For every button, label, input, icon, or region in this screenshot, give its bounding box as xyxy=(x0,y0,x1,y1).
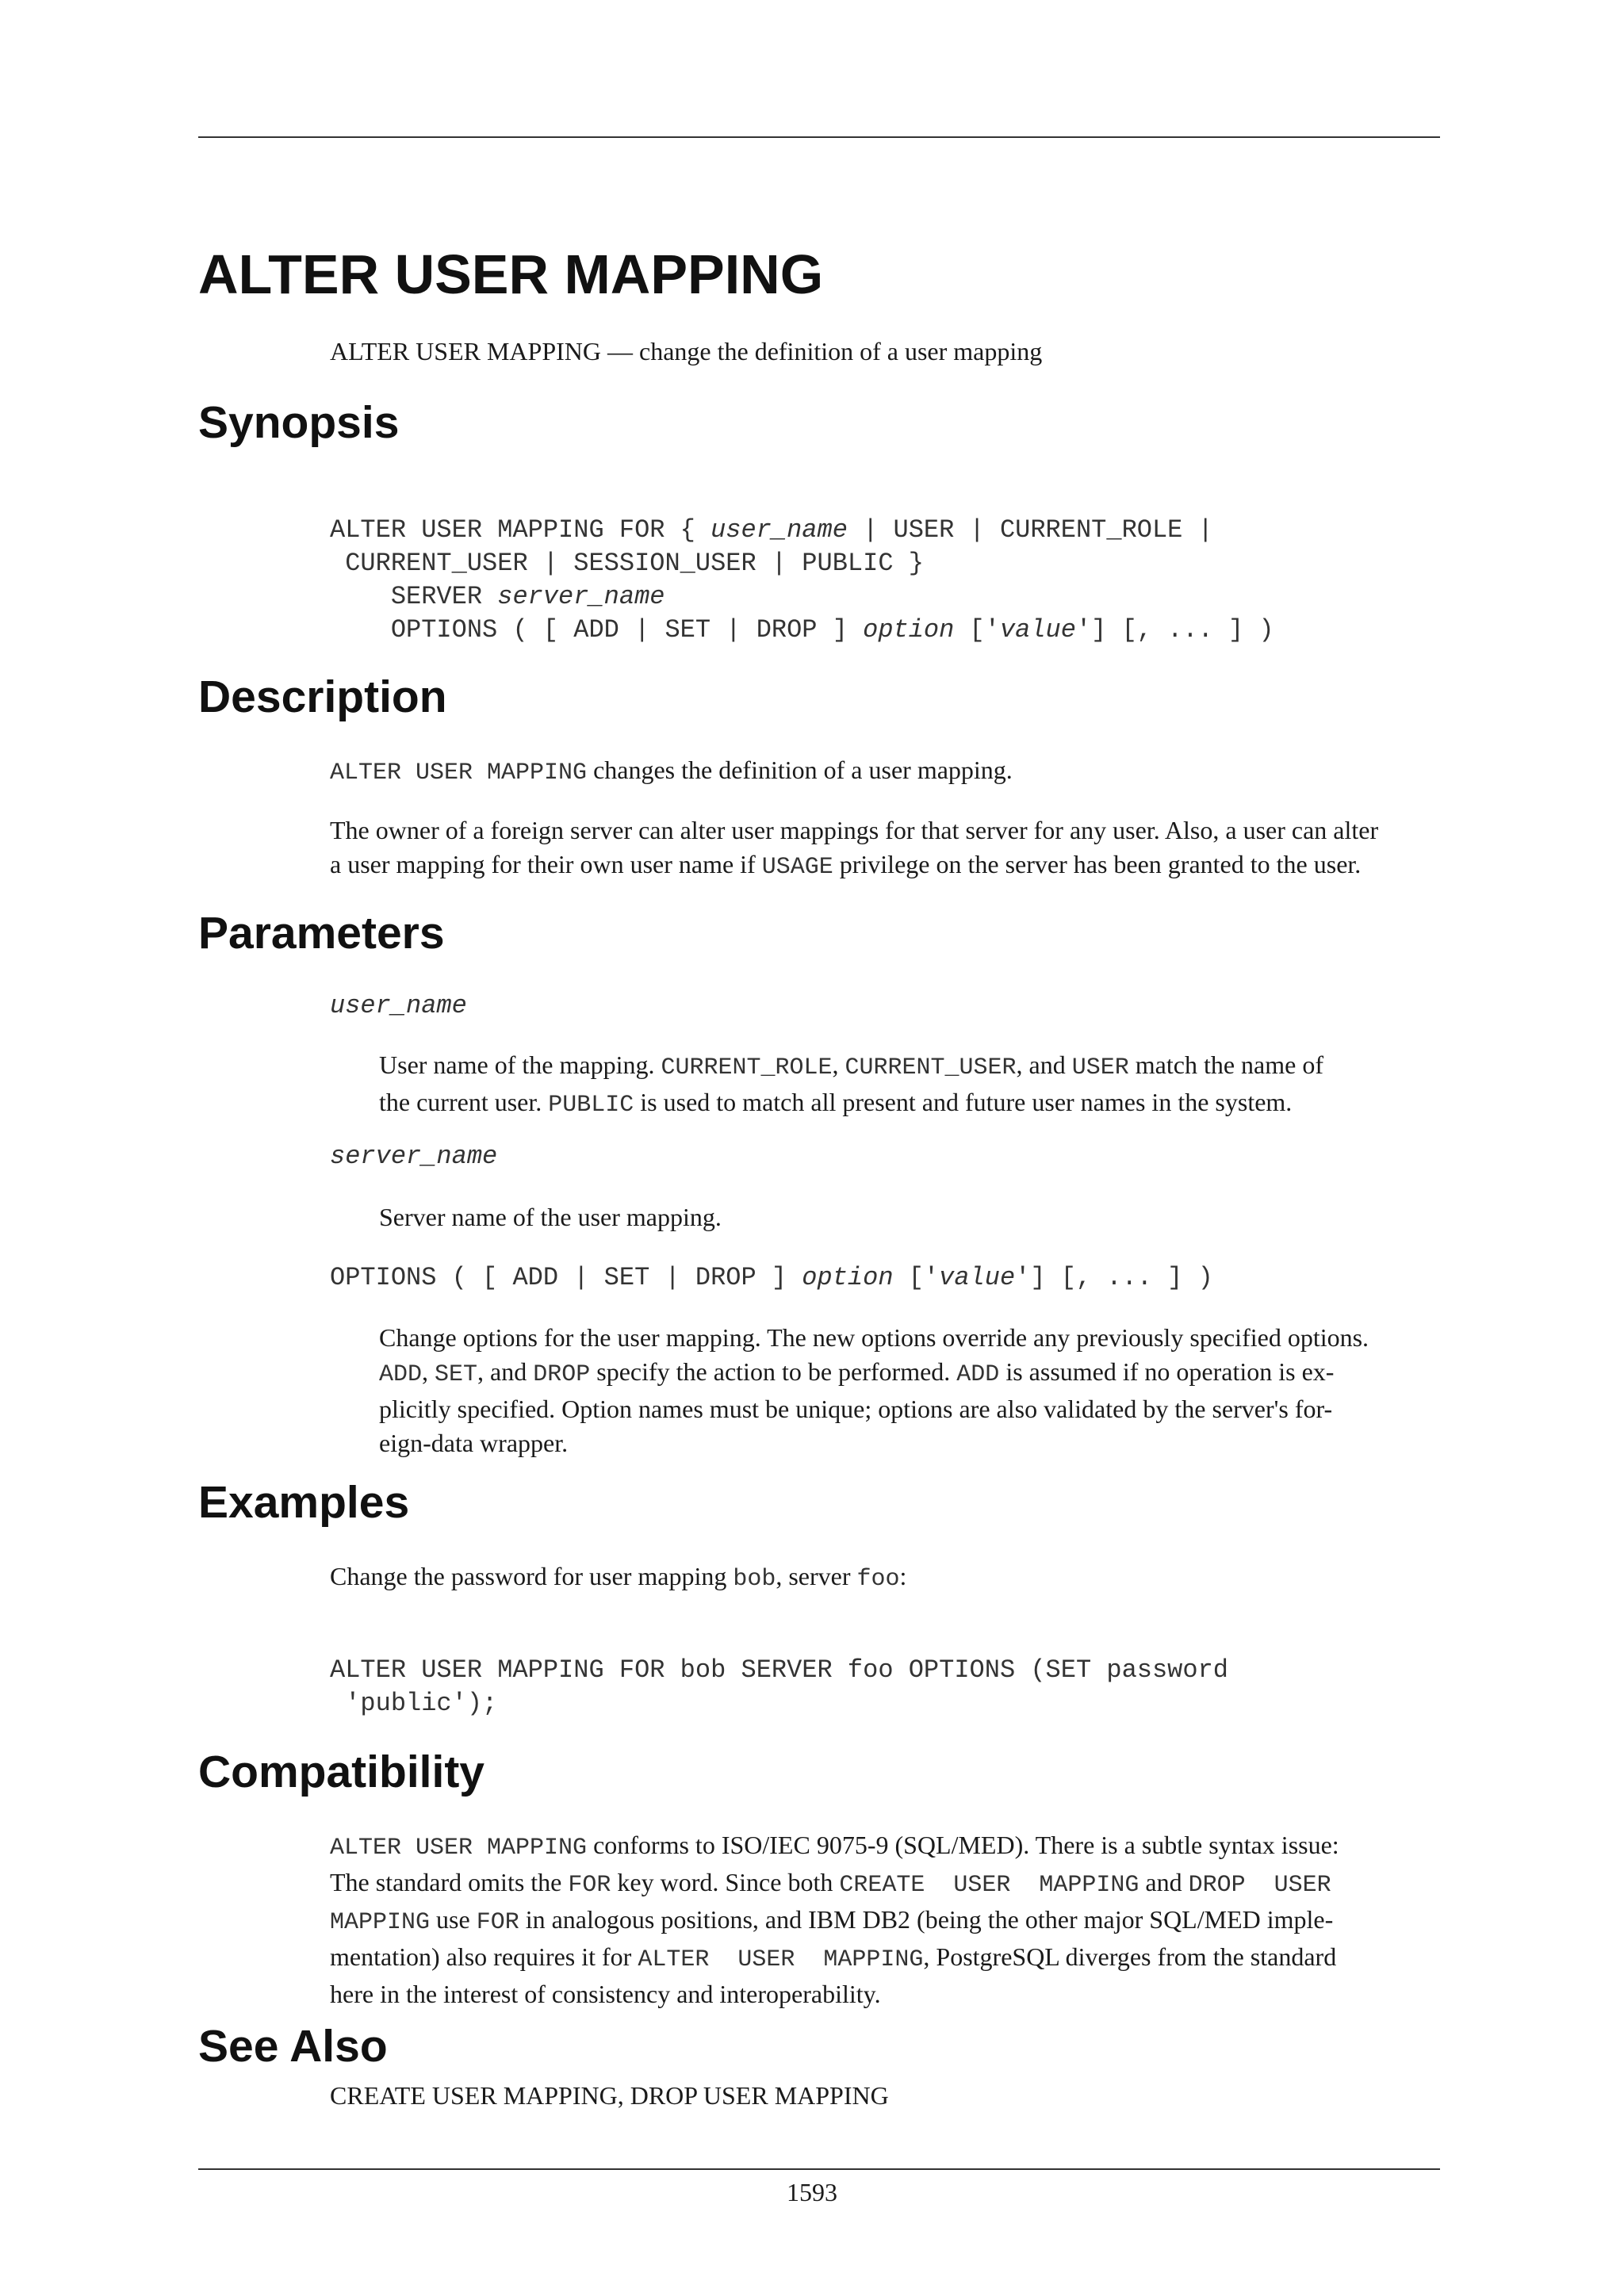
inline-code: FOR xyxy=(476,1909,519,1936)
synopsis-line-3 xyxy=(330,580,1274,614)
code-text: OPTIONS ( [ ADD | SET | DROP ] xyxy=(330,615,864,645)
description-paragraph-1 xyxy=(330,753,1013,790)
text: mentation) also requires it for xyxy=(330,1942,638,1971)
text-line: plicitly specified. Option names must be unique; options are also validated by the server's for- xyxy=(379,1395,1333,1423)
code-text: SERVER xyxy=(330,582,498,611)
page-number: 1593 xyxy=(787,2178,837,2206)
text: the current user. xyxy=(379,1088,549,1116)
text: , xyxy=(832,1050,845,1079)
see-also-links xyxy=(330,2079,889,2113)
term-text: OPTIONS ( [ ADD | SET | DROP ] xyxy=(330,1263,802,1292)
text: in analogous positions, and IBM DB2 (being the other major SQL/MED imple- xyxy=(519,1905,1334,1934)
text: , server xyxy=(776,1562,857,1590)
description-paragraph-2 xyxy=(330,813,1378,885)
text-line: here in the interest of consistency and interoperability. xyxy=(330,1980,881,2008)
text: , PostgreSQL diverges from the standard xyxy=(923,1942,1337,1971)
footer-rule xyxy=(198,2168,1440,2170)
section-heading-description: Description xyxy=(198,672,447,722)
text: use xyxy=(430,1905,477,1934)
inline-code: ALTER USER MAPPING xyxy=(330,760,588,786)
text-line xyxy=(330,848,1378,885)
inline-code: CREATE USER MAPPING xyxy=(839,1872,1139,1899)
code-text: | USER | CURRENT_ROLE | xyxy=(847,515,1213,545)
text: match the name of xyxy=(1128,1050,1323,1079)
inline-code: ADD xyxy=(956,1361,1000,1388)
inline-code: FOR xyxy=(568,1872,611,1899)
term-param: option xyxy=(802,1263,894,1292)
section-heading-parameters: Parameters xyxy=(198,908,445,959)
text: , and xyxy=(477,1357,534,1386)
synopsis-code-block xyxy=(330,514,1274,647)
text: privilege on the server has been granted to the user. xyxy=(833,850,1362,878)
param-desc-server-name: Server name of the user mapping. xyxy=(379,1203,722,1231)
inline-code: ADD xyxy=(379,1361,423,1388)
compatibility-paragraph xyxy=(330,1828,1339,2011)
text: , xyxy=(617,2081,630,2110)
term-text: user_name xyxy=(330,991,467,1020)
term-param: value xyxy=(939,1263,1016,1292)
text-line xyxy=(379,1048,1323,1085)
refpurpose: ALTER USER MAPPING — change the definition of a user mapping xyxy=(330,337,1043,365)
see-also-link-create-user-mapping[interactable]: CREATE USER MAPPING xyxy=(330,2081,618,2110)
text: The standard omits the xyxy=(330,1868,569,1896)
code-line: 'public'); xyxy=(330,1689,498,1718)
text-line xyxy=(330,1866,1339,1903)
code-param: user_name xyxy=(710,515,848,545)
term-text: '] [, ... ] ) xyxy=(1015,1263,1213,1292)
section-heading-synopsis: Synopsis xyxy=(198,397,400,448)
synopsis-line-1 xyxy=(330,514,1274,547)
text-line xyxy=(330,1828,1339,1866)
param-desc-options xyxy=(379,1321,1369,1460)
inline-code: MAPPING xyxy=(330,1909,431,1936)
inline-code: foo xyxy=(856,1566,900,1593)
text-line: The owner of a foreign server can alter user mappings for that server for any user. Also, a user can alter xyxy=(330,816,1379,844)
inline-code: CURRENT_ROLE xyxy=(661,1054,833,1081)
inline-code: CURRENT_USER xyxy=(845,1054,1017,1081)
text: changes the definition of a user mapping. xyxy=(587,756,1013,784)
see-also-link-drop-user-mapping[interactable]: DROP USER MAPPING xyxy=(630,2081,889,2110)
code-param: value xyxy=(999,615,1076,645)
text-line xyxy=(330,1903,1339,1940)
code-text: ALTER USER MAPPING FOR { xyxy=(330,515,711,545)
text: and xyxy=(1139,1868,1189,1896)
param-term-user-name xyxy=(330,989,467,1023)
text: key word. Since both xyxy=(611,1868,840,1896)
section-heading-compatibility: Compatibility xyxy=(198,1747,485,1797)
inline-code: DROP USER xyxy=(1188,1872,1331,1899)
code-text: [' xyxy=(954,615,1000,645)
text-line: Change options for the user mapping. The new options override any previously specified options. xyxy=(379,1323,1369,1352)
code-text: '] [, ... ] ) xyxy=(1075,615,1274,645)
param-term-server-name xyxy=(330,1140,497,1173)
inline-code: USER xyxy=(1071,1054,1129,1081)
inline-code: PUBLIC xyxy=(548,1092,634,1119)
inline-code: bob xyxy=(733,1566,776,1593)
text-line xyxy=(330,1940,1339,1977)
term-text: [' xyxy=(893,1263,940,1292)
text: User name of the mapping. xyxy=(379,1050,661,1079)
inline-code: ALTER USER MAPPING xyxy=(638,1946,924,1973)
section-heading-see-also: See Also xyxy=(198,2021,388,2072)
example-code-block xyxy=(330,1654,1228,1720)
text-line xyxy=(379,1355,1369,1392)
text: , xyxy=(422,1357,435,1386)
section-heading-examples: Examples xyxy=(198,1477,410,1528)
text: a user mapping for their own user name if xyxy=(330,850,762,878)
code-param: option xyxy=(863,615,955,645)
param-desc-user-name xyxy=(379,1048,1323,1123)
synopsis-line-4 xyxy=(330,614,1274,647)
text: Change the password for user mapping xyxy=(330,1562,733,1590)
code-param: server_name xyxy=(497,582,665,611)
synopsis-line-2: CURRENT_USER | SESSION_USER | PUBLIC } xyxy=(330,549,924,578)
text-line xyxy=(379,1085,1323,1123)
term-text: server_name xyxy=(330,1142,498,1171)
text: specify the action to be performed. xyxy=(590,1357,957,1386)
inline-code: USAGE xyxy=(761,854,833,881)
text: conforms to ISO/IEC 9075-9 (SQL/MED). There is a subtle syntax issue: xyxy=(587,1831,1339,1859)
code-line: ALTER USER MAPPING FOR bob SERVER foo OPTIONS (SET password xyxy=(330,1655,1228,1685)
inline-code: ALTER USER MAPPING xyxy=(330,1835,588,1862)
inline-code: SET xyxy=(435,1361,478,1388)
text: , and xyxy=(1016,1050,1072,1079)
page-title: ALTER USER MAPPING xyxy=(198,243,824,305)
text: is used to match all present and future user names in the system. xyxy=(634,1088,1293,1116)
text-line: eign-data wrapper. xyxy=(379,1429,569,1457)
inline-code: DROP xyxy=(533,1361,591,1388)
text: is assumed if no operation is ex- xyxy=(999,1357,1335,1386)
text: : xyxy=(899,1562,907,1590)
header-rule xyxy=(198,136,1440,138)
param-term-options xyxy=(330,1261,1213,1295)
examples-intro xyxy=(330,1559,906,1597)
